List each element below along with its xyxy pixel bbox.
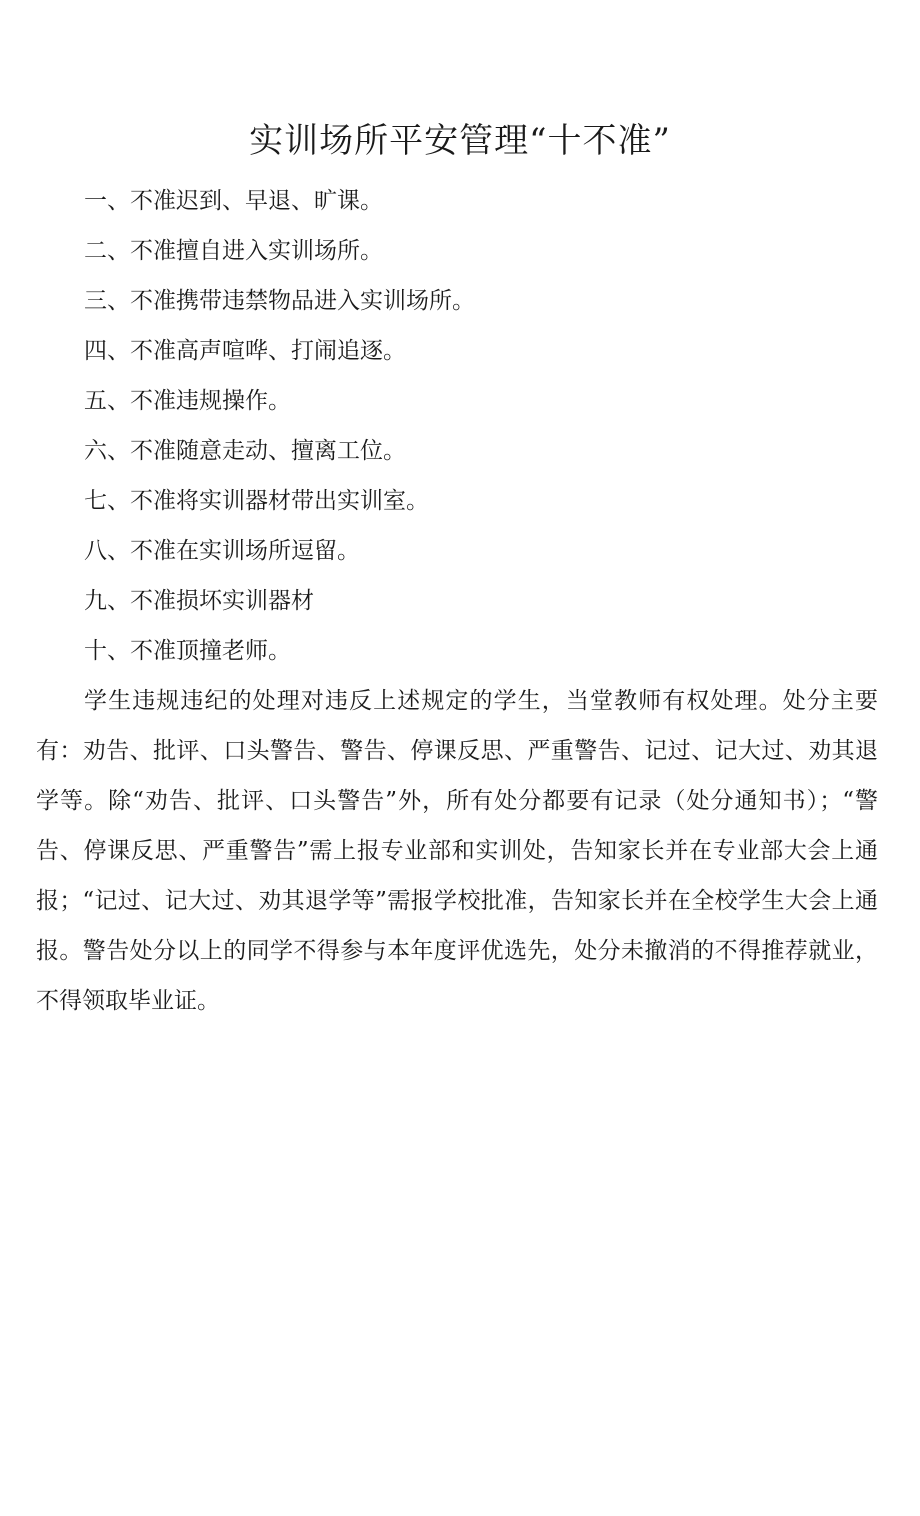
- rule-item-7: 七、不准将实训器材带出实训室。: [84, 488, 429, 514]
- rule-item-3: 三、不准携带违禁物品进入实训场所。: [84, 288, 475, 314]
- rule-item-8: 八、不准在实训场所逗留。: [84, 538, 360, 564]
- rule-item-6: 六、不准随意走动、擅离工位。: [84, 438, 406, 464]
- rule-item-1: 一、不准迟到、早退、旷课。: [84, 188, 383, 214]
- rule-item-10: 十、不准顶撞老师。: [84, 638, 291, 664]
- rule-item-5: 五、不准违规操作。: [84, 388, 291, 414]
- rule-item-9: 九、不准损坏实训器材: [84, 588, 314, 614]
- rule-item-4: 四、不准高声喧哗、打闹追逐。: [84, 338, 406, 364]
- rules-list: [84, 176, 864, 676]
- rule-item-2: 二、不准擅自进入实训场所。: [84, 238, 383, 264]
- disciplinary-paragraph: 学生违规违纪的处理对违反上述规定的学生，当堂教师有权处理。处分主要有：劝告、批评、口头警告、警告、停课反思、严重警告、记过、记大过、劝其退学等。除“劝告、批评、口头警告”外，所有处分都要有记录（处分通知书）；“警告、停课反思、严重警告”需上报专业部和实训处，告知家长并在专业部大会上通报；“记过、记大过、劝其退学等”需报学校批准，告知家长并在全校学生大会上通报。警告处分以上的同学不得参与本年度评优选先，处分未撤消的不得推荐就业，不得领取毕业证。: [36, 688, 878, 1014]
- document-title: 实训场所平安管理“十不准”: [249, 121, 671, 161]
